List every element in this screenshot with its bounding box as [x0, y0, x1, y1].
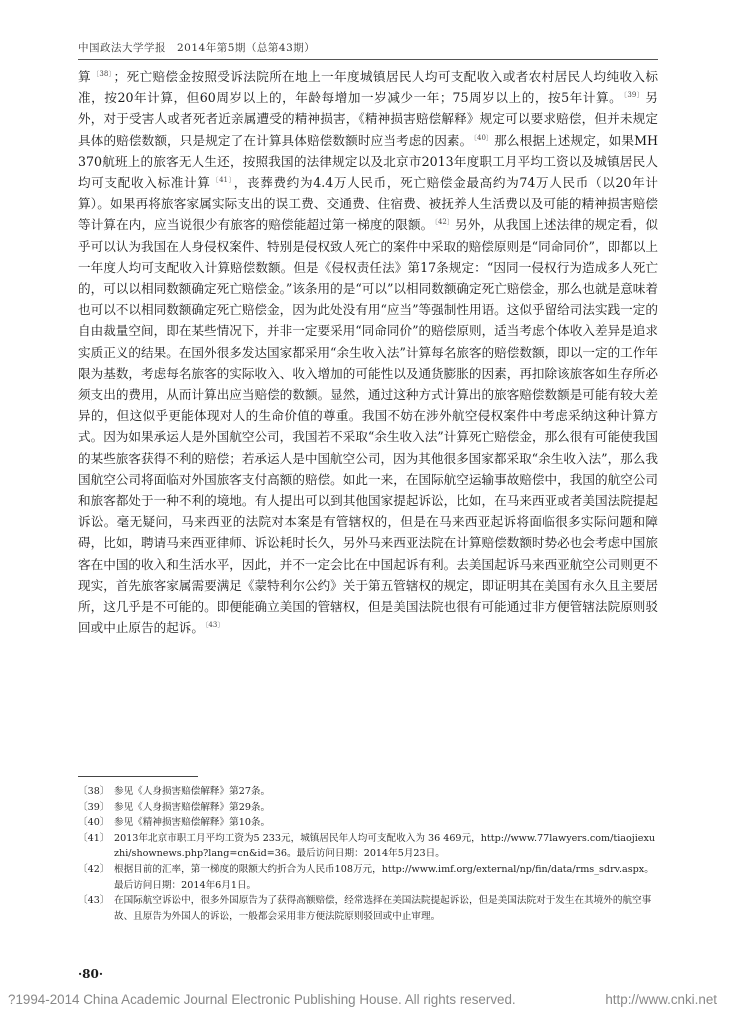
footnote-ref: 〔42〕 — [434, 218, 455, 227]
footnote-text: 参见《人身损害赔偿解释》第27条。 — [114, 786, 271, 797]
footnote-ref: 〔43〕 — [204, 621, 225, 630]
running-header: 中国政法大学学报 2014年第5期（总第43期） — [78, 42, 316, 54]
footnote — [78, 784, 658, 800]
footnote-number: 〔43〕 — [78, 895, 110, 907]
footnote-divider — [78, 776, 198, 777]
footnote-ref: 〔38〕 — [91, 70, 113, 78]
text-run: 那么根据上述规定，如果MH370航班上的旅客无人生还，按照我国的法律规定以及北京市2013年度职工月平均工资以及城镇居民人均可支配收入标准计算 — [78, 132, 658, 191]
footnote-number: 〔42〕 — [78, 863, 110, 875]
footnote-ref: 〔41〕 — [211, 176, 233, 185]
footnotes — [78, 784, 658, 924]
footnote — [78, 800, 658, 816]
footnote-text: 参见《人身损害赔偿解释》第29条。 — [114, 801, 271, 813]
page-number: ·80· — [78, 967, 104, 981]
footnote-number: 〔41〕 — [78, 832, 110, 844]
footnote-number: 〔38〕 — [78, 786, 110, 797]
text-run: ，丧葬费约为4.4万人民币，死亡赔偿金最高约为74万人民币（以20年计算）。如果再将旅客家属实际支出的误工费、交通费、住宿费、被抚养人生活费以及可能的精神损害赔偿等计算在内，应当说很少有旅客的赔偿能超过第一梯度的限额。 — [78, 175, 658, 233]
paragraph — [78, 66, 658, 638]
footnote-text: 在国际航空诉讼中，很多外国原告为了获得高额赔偿，经常选择在美国法院提起诉讼，但是美国法院对于发生在其境外的航空事故、且原告为外国人的诉讼，一般都会采用非方便法院原则驳回或中止审理。 — [114, 895, 652, 922]
copyright-text: ?1994-2014 China Academic Journal Electronic Publishing House. All rights reserved. — [8, 992, 516, 1007]
footnote-number: 〔39〕 — [78, 801, 110, 813]
copyright-url: http://www.cnki.net — [605, 992, 717, 1007]
footnote — [78, 831, 658, 862]
footnote-ref: 〔39〕 — [623, 91, 645, 100]
text-run: 算 — [78, 69, 91, 84]
footnote — [78, 815, 658, 831]
header-divider — [78, 59, 658, 60]
text-run: 另外，从我国上述法律的规定看，似乎可以认为我国在人身侵权案件、特别是侵权致人死亡的案件中采取的赔偿原则是“同命同价”，即都以上一年度人均可支配收入计算赔偿数额。但是《侵权责任法》第17条规定：“因同一侵权行为造成多人死亡的，可以以相同数额确定死亡赔偿金。”该条用的是“可以”以相同数额确定死亡赔偿金，那么也就是意味着也可以不以相同数额确定死亡赔偿金，因为此处没有用“应当”等强制性用语。这似乎留给司法实践一定的自由裁量空间，即在某些情况下，并非一定要采用“同命同价”的赔偿原则，适当考虑个体收入差异是追求实质正义的结果。在国外很多发达国家都采用“余生收入法”计算每名旅客的赔偿数额，即以一定的工作年限为基数，考虑每名旅客的实际收入、收入增加的可能性以及通货膨胀的因素，再扣除该旅客如生存所必须支出的费用，从而计算出应当赔偿的数额。显然，通过这种方式计算出的旅客赔偿数额是可能有较大差异的，但这似乎更能体现对人的生命价值的尊重。我国不妨在涉外航空侵权案件中考虑采纳这种计算方式。因为如果承运人是外国航空公司，我国若不采取“余生收入法”计算死亡赔偿金，那么很有可能使我国的某些旅客获得不利的赔偿；若承运人是中国航空公司，因为其他很多国家都采取“余生收入法”，那么我国航空公司将面临对外国旅客支付高额的赔偿。如此一来，在国际航空运输事故赔偿中，我国的航空公司和旅客都处于一种不利的境地。有人提出可以到其他国家提起诉讼，比如，在马来西亚或者美国法院提起诉讼。毫无疑问，马来西亚的法院对本案是有管辖权的，但是在马来西亚起诉将面临很多实际问题和障碍，比如，聘请马来西亚律师、诉讼耗时长久，另外马来西亚法院在计算赔偿数额时势必也会考虑中国旅客在中国的收入和生活水平，因此，并不一定会比在中国起诉有利。去美国起诉马来西亚航空公司则更不现实，首先旅客家属需要满足《蒙特利尔公约》关于第五管辖权的规定，即证明其在美国有永久且主要居所，这几乎是不可能的。即便能确立美国的管辖权，但是美国法院也很有可能通过非方便管辖法院原则驳回或中止原告的起诉。 — [78, 217, 658, 636]
footnote-text: 2013年北京市职工月平均工资为5 233元，城镇居民年人均可支配收入为 36 469元，http://www.77lawyers.com/tiaojiexuzhi/shownews.php?lang=cn&id=36。最后访问日期：2014年5月23日。 — [114, 832, 656, 860]
footnote — [78, 862, 658, 893]
footnote-text: 根据目前的汇率，第一梯度的限额大约折合为人民币108万元，http://www.imf.org/external/np/fin/data/rms_sdrv.aspx。最后访问日期：2014年6月1日。 — [114, 863, 654, 891]
footnote-number: 〔40〕 — [78, 817, 110, 829]
body-text — [78, 66, 658, 638]
footnote — [78, 893, 658, 924]
footnote-text: 参见《精神损害赔偿解释》第10条。 — [114, 817, 271, 829]
text-run: ；死亡赔偿金按照受诉法院所在地上一年度城镇居民人均可支配收入或者农村居民人均纯收入标准，按20年计算，但60周岁以上的，年龄每增加一岁减少一年；75周岁以上的，按5年计算。 — [78, 69, 659, 106]
footnote-ref: 〔40〕 — [473, 133, 494, 142]
text-run: 另外，对于受害人或者死者近亲属遭受的精神损害，《精神损害赔偿解释》规定可以要求赔偿，但并未规定具体的赔偿数额，只是规定了在计算具体赔偿数额时应当考虑的因素。 — [78, 90, 658, 148]
copyright-bar — [8, 992, 723, 1007]
